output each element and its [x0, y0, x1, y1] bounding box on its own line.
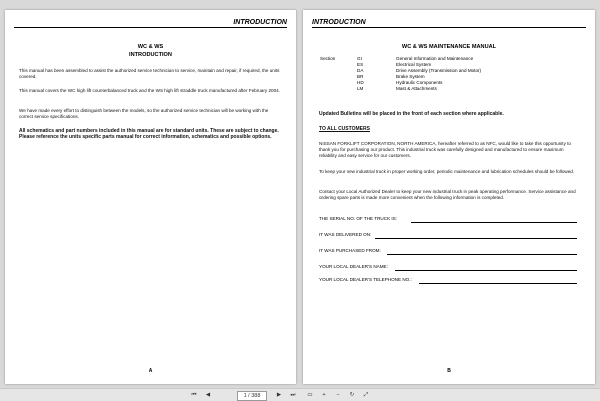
zoom-out-icon[interactable]: −: [336, 392, 340, 398]
bulletin-note: Updated Bulletins will be placed in the front of each section where applicable.: [319, 111, 504, 117]
zoom-in-icon[interactable]: +: [322, 392, 326, 398]
right-page: [303, 10, 595, 384]
section-name: Brake System: [396, 74, 425, 79]
fullscreen-icon[interactable]: ⤢: [363, 392, 369, 398]
customers-paragraph-2: To keep your new industrial truck in proper working order, periodic maintenance and lubrication schedules should be followed.: [319, 169, 575, 174]
left-page-letter: A: [148, 368, 153, 374]
left-bold-paragraph: All schematics and part numbers included in this manual are for standard units. These are subject to change. Please reference the units specific parts manual for correct information, schematics and possible options.: [19, 128, 279, 140]
page-indicator-input[interactable]: 1 / 388: [237, 391, 267, 401]
rotate-icon[interactable]: ↻: [349, 392, 355, 398]
customers-paragraph-1: NISSAN FORKLIFT CORPORATION, NORTH AMERICA, hereafter referred to as NFC, would like to take this opportunity to thank you for purchasing our product. This industrial truck was carefully designed and manufactured to ensure maximum reliability and easy service for our customers.: [319, 141, 571, 158]
customers-paragraph-3: Contact your Local Authorized Dealer to keep your new industrial truck in peak operating performance. Service assistance and ordering spare parts is made more convenient when the following information is completed.: [319, 189, 576, 200]
dealer-name-line: [395, 270, 577, 271]
customers-heading: TO ALL CUSTOMERS: [319, 126, 370, 132]
serial-number-line: [411, 222, 577, 223]
fit-page-icon[interactable]: ▭: [307, 392, 313, 398]
section-code: DA: [357, 68, 364, 73]
section-name: Electrical System: [396, 62, 432, 67]
section-name: Drive Assembly (Transmission and Motor): [396, 68, 482, 73]
left-paragraph-2: This manual covers the WC high lift counterbalanced truck and the WS high lift straddle truck manufactured after February 2004.: [19, 88, 280, 93]
section-name: Mast & Attachments: [396, 86, 437, 91]
section-name: Hydraulic Components: [396, 80, 443, 85]
section-code: GI: [357, 56, 362, 61]
left-page: [5, 10, 296, 384]
dealer-telephone-label: YOUR LOCAL DEALER'S TELEPHONE NO.:: [319, 277, 412, 282]
right-page-letter: B: [447, 368, 451, 374]
left-paragraph-1: This manual has been assembled to assist the authorized service technician to service, maintain and repair, if required, the units covered.: [19, 68, 280, 79]
section-name: General Information and Maintenance: [396, 56, 474, 61]
next-page-icon[interactable]: ▶: [276, 392, 282, 398]
section-code: LM: [357, 86, 364, 91]
delivered-on-line: [375, 238, 577, 239]
first-page-icon[interactable]: ⏮: [191, 392, 197, 398]
section-code: ES: [357, 62, 364, 67]
dealer-name-label: YOUR LOCAL DEALER'S NAME:: [319, 264, 388, 269]
viewer-toolbar: [0, 388, 600, 401]
last-page-icon[interactable]: ⏭: [290, 392, 296, 398]
dealer-telephone-line: [419, 283, 577, 284]
left-page-title-line1: WC & WS: [137, 44, 164, 50]
section-code: HD: [357, 80, 364, 85]
section-code: BR: [357, 74, 364, 79]
purchased-from-label: IT WAS PURCHASED FROM:: [319, 248, 381, 253]
right-page-header: INTRODUCTION: [312, 19, 586, 28]
delivered-on-label: IT WAS DELIVERED ON:: [319, 232, 372, 237]
prev-page-icon[interactable]: ◀: [205, 392, 211, 398]
left-page-header: INTRODUCTION: [14, 19, 287, 28]
serial-number-label: THE SERIAL NO. OF THE TRUCK IS:: [319, 216, 398, 221]
right-page-title: WC & WS MAINTENANCE MANUAL: [401, 44, 497, 50]
left-paragraph-3: We have made every effort to distinguish between the models, so the authorized service technician will be working with the correct service specifications.: [19, 108, 269, 119]
section-label: Section: [320, 56, 336, 61]
purchased-from-line: [387, 254, 577, 255]
left-page-title-line2: INTRODUCTION: [129, 52, 172, 58]
